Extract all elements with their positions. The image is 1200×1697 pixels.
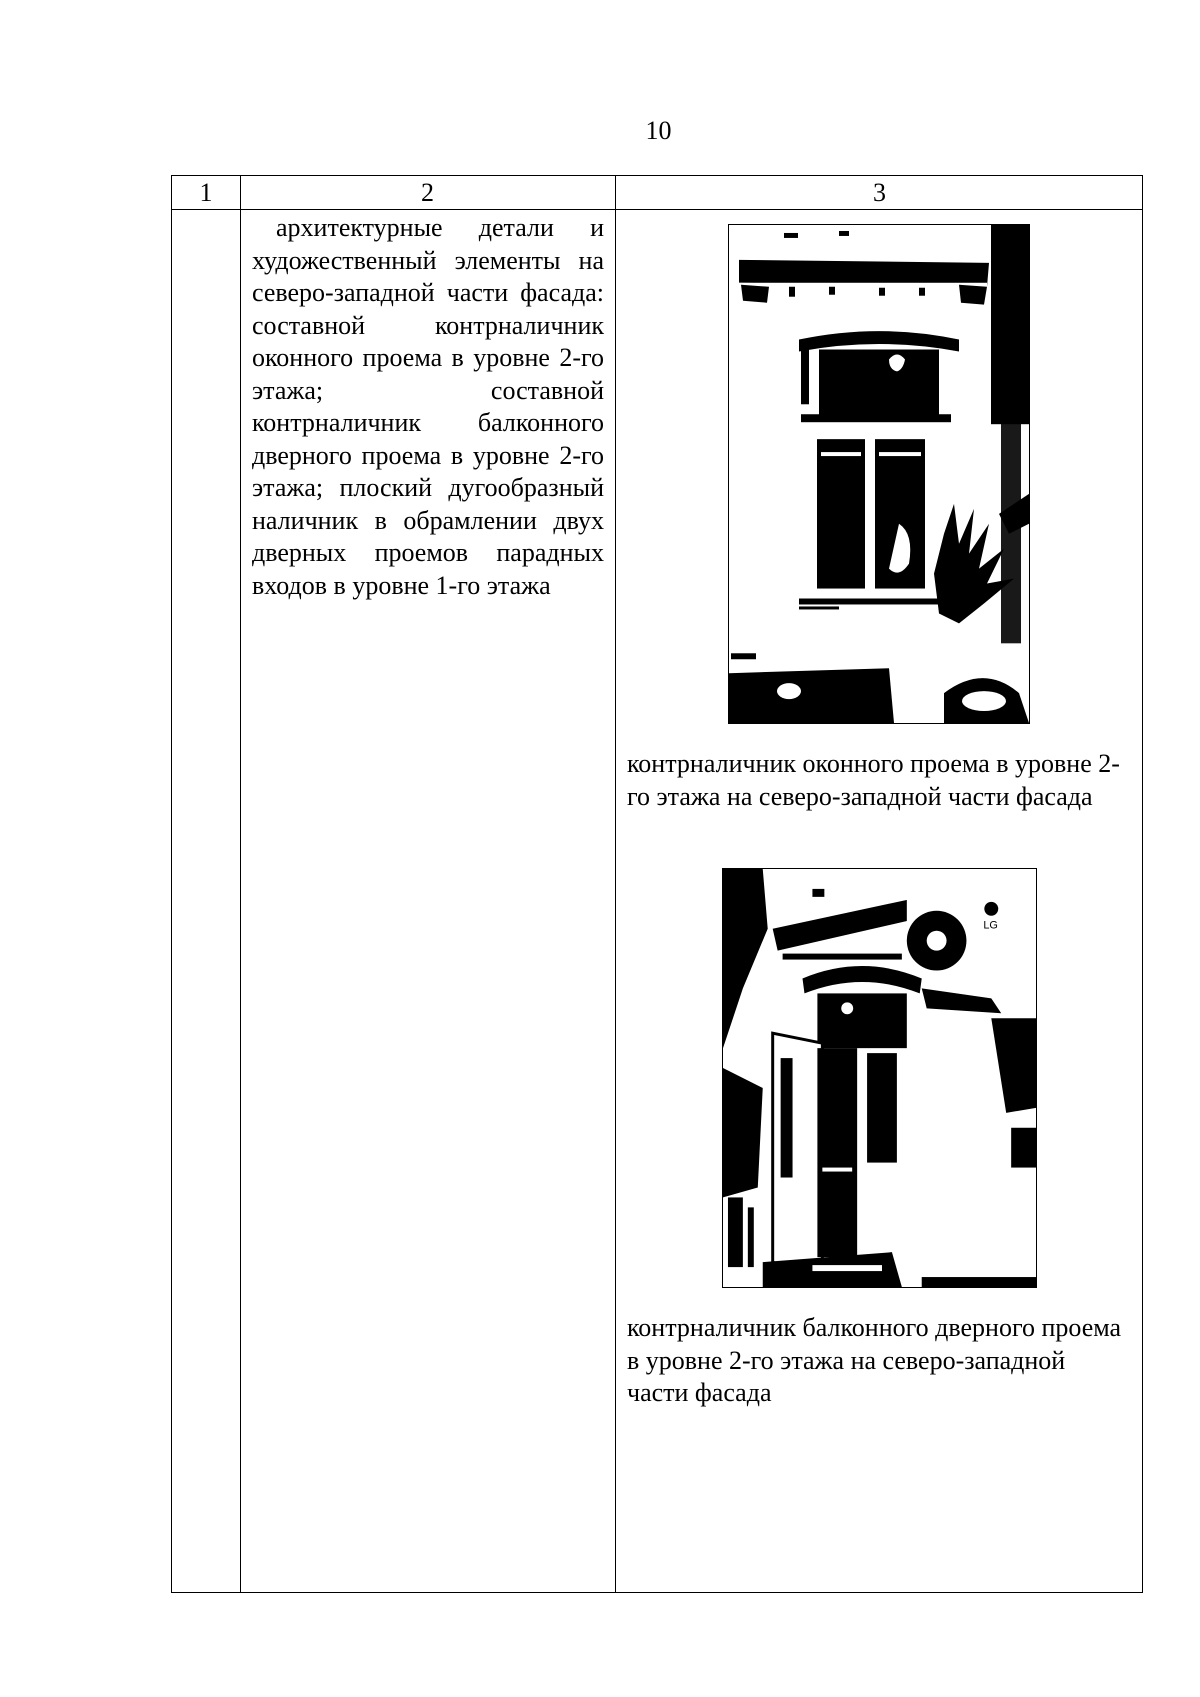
balcony-door-photo-caption: контрналичник балконного дверного проема в уровне 2-го этажа на северо-западной части фасада (627, 1313, 1122, 1407)
ac-logo: LG (983, 919, 998, 932)
header-divider (172, 209, 1142, 210)
window-photo-caption: контрналичник оконного проема в уровне 2-го этажа на северо-западной части фасада (627, 749, 1120, 811)
column-divider (240, 176, 241, 1592)
window-photo (728, 224, 1030, 724)
column-header-1: 1 (199, 178, 213, 207)
column-header-3: 3 (873, 178, 886, 207)
window-photo-image (729, 225, 1029, 723)
balcony-door-photo-image (723, 869, 1036, 1287)
column-divider (615, 176, 616, 1592)
balcony-door-photo (722, 868, 1037, 1288)
description-cell (252, 212, 604, 602)
page-number: 10 (645, 116, 672, 145)
column-header-2: 2 (421, 178, 434, 207)
document-table (171, 175, 1143, 1593)
description-text: архитектурные детали и художественный элементы на северо-западной части фасада: составной контрналичник оконного проема в уровне 2-го этажа; составной контрналичник балконного дверного проема в уровне 2-го этажа; плоский дугообразный наличник в обрамлении двух дверных проемов парадных входов в уровне 1-го этажа (252, 213, 604, 600)
